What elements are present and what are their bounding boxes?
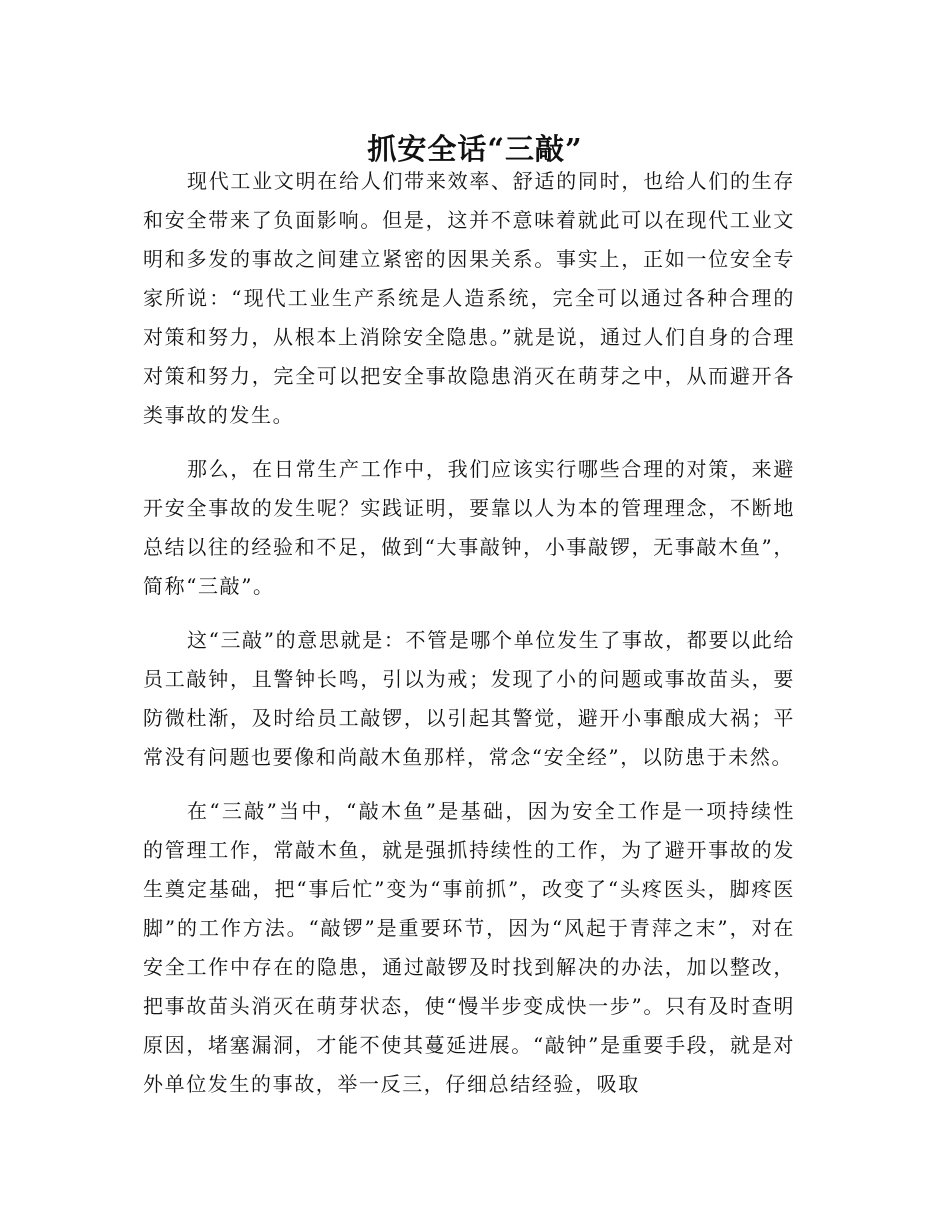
paragraph-3: 这“三敲”的意思就是：不管是哪个单位发生了事故，都要以此给员工敲钟，且警钟长鸣，引以为戒；发现了小的问题或事故苗头，要防微杜渐，及时给员工敲锣，以引起其警觉，避开小事酿成大祸；平常没有问题也要像和尚敲木鱼那样，常念“安全经”，以防患于未然。 <box>143 628 795 769</box>
paragraph-4: 在“三敲”当中，“敲木鱼”是基础，因为安全工作是一项持续性的管理工作，常敲木鱼，就是强抓持续性的工作，为了避开事故的发生奠定基础，把“事后忙”变为“事前抓”，改变了“头疼医头，脚疼医脚”的工作方法。“敲锣”是重要环节，因为“风起于青萍之末”，对在安全工作中存在的隐患，通过敲锣及时找到解决的办法，加以整改，把事故苗头消灭在萌芽状态，使“慢半步变成快一步”。只有及时查明原因，堵塞漏洞，才能不使其蔓延进展。“敲钟”是重要手段，就是对外单位发生的事故，举一反三，仔细总结经验，吸取 <box>143 799 795 1096</box>
document-body <box>143 162 795 1119</box>
paragraph-2: 那么，在日常生产工作中，我们应该实行哪些合理的对策，来避开安全事故的发生呢？实践证明，要靠以人为本的管理理念，不断地总结以往的经验和不足，做到“大事敲钟，小事敲锣，无事敲木鱼”，简称“三敲”。 <box>143 457 795 598</box>
paragraph-1: 现代工业文明在给人们带来效率、舒适的同时，也给人们的生存和安全带来了负面影响。但是，这并不意味着就此可以在现代工业文明和多发的事故之间建立紧密的因果关系。事实上，正如一位安全专家所说：“现代工业生产系统是人造系统，完全可以通过各种合理的对策和努力，从根本上消除安全隐患。”就是说，通过人们自身的合理对策和努力，完全可以把安全事故隐患消灭在萌芽之中，从而避开各类事故的发生。 <box>143 169 795 427</box>
document-title: 抓安全话“三敲” <box>367 132 583 167</box>
